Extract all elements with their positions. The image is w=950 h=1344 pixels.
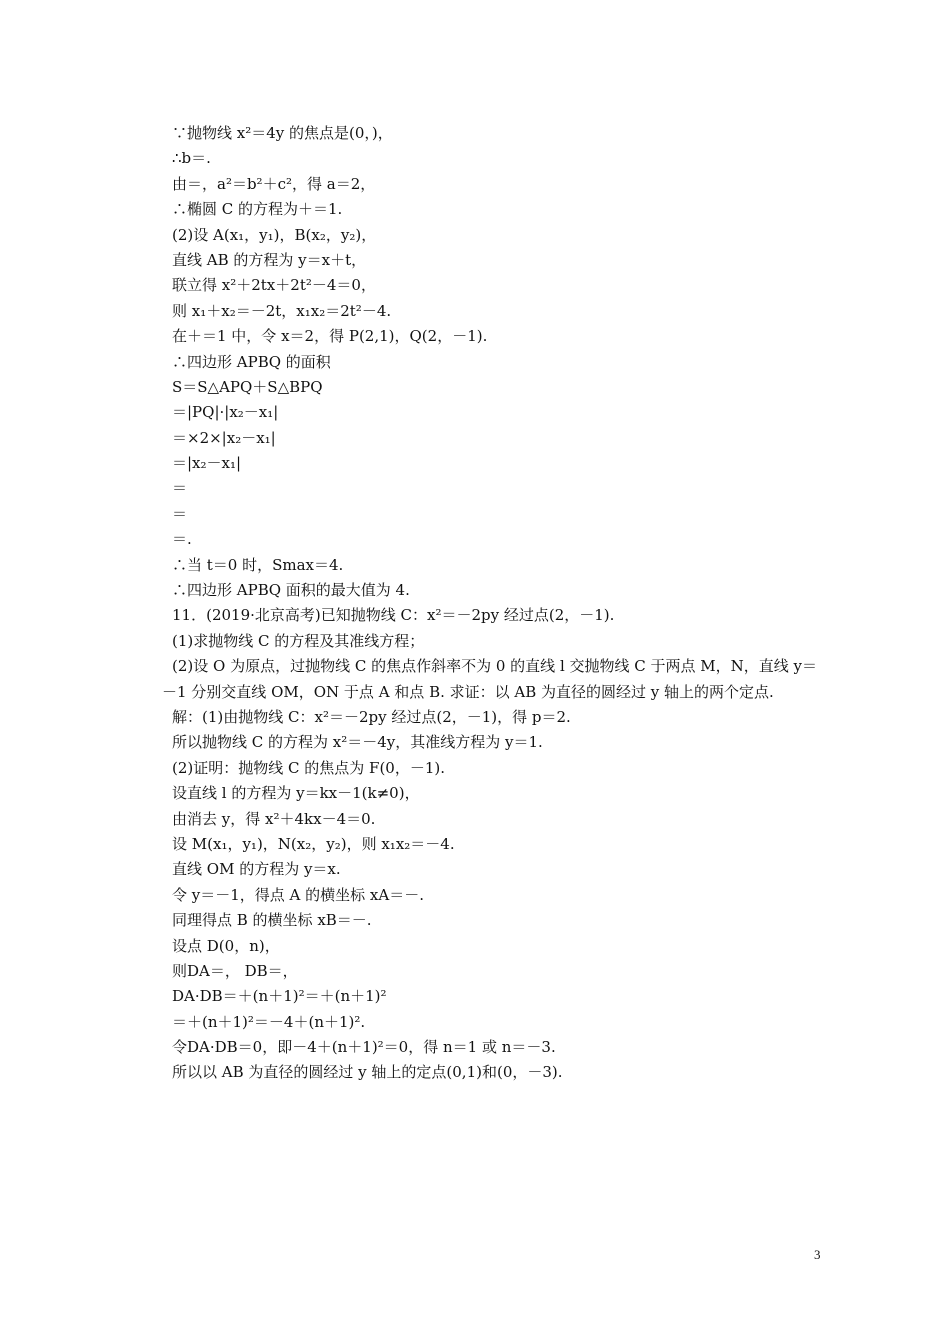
text-line-wrapped: (2)设 O 为原点，过抛物线 C 的焦点作斜率不为 0 的直线 l 交抛物线 C 于两点 M，N，直线 y＝－1 分别交直线 OM，ON 于点 A 和点 B. 求证：以 AB 为直径的圆经过 y 轴上的两个定点.	[162, 657, 818, 701]
text-line: ∴椭圆 C 的方程为＋＝1.	[172, 200, 343, 219]
text-line: 则 x₁＋x₂＝－2t，x₁x₂＝2t²－4.	[172, 301, 392, 320]
text-line: 设直线 l 的方程为 y＝kx－1(k≠0)，	[172, 784, 420, 803]
text-line: 令DA·DB＝0，即－4＋(n＋1)²＝0，得 n＝1 或 n＝－3.	[172, 1038, 556, 1057]
text-line: ＝＋(n＋1)²＝－4＋(n＋1)².	[172, 1012, 366, 1031]
text-line: 由＝，a²＝b²＋c²，得 a＝2，	[172, 174, 376, 193]
text-line: ∴四边形 APBQ 的面积	[172, 352, 331, 371]
text-line: ＝	[172, 504, 188, 523]
text-line: (2)证明：抛物线 C 的焦点为 F(0，－1).	[172, 758, 445, 777]
text-line: ＝|PQ|·|x₂－x₁|	[172, 403, 279, 422]
text-line: ＝×2×|x₂－x₁|	[172, 428, 276, 447]
text-line: 同理得点 B 的横坐标 xB＝－.	[172, 911, 372, 930]
text-line: 设点 D(0，n)，	[172, 936, 280, 955]
text-line: S＝S△APQ＋S△BPQ	[172, 377, 323, 396]
text-line: 设 M(x₁，y₁)，N(x₂，y₂)，则 x₁x₂＝－4.	[172, 834, 455, 853]
text-line: 所以以 AB 为直径的圆经过 y 轴上的定点(0,1)和(0，－3).	[172, 1063, 563, 1082]
text-line: 直线 OM 的方程为 y＝x.	[172, 860, 341, 879]
solution-text	[162, 121, 832, 1086]
text-line: 联立得 x²＋2tx＋2t²－4＝0，	[172, 276, 376, 295]
text-line: 在＋＝1 中，令 x＝2，得 P(2,1)，Q(2，－1).	[172, 327, 488, 346]
text-line: (1)求抛物线 C 的方程及其准线方程；	[172, 631, 425, 650]
text-line: 所以抛物线 C 的方程为 x²＝－4y，其准线方程为 y＝1.	[172, 733, 543, 752]
text-line: ∴b＝.	[172, 149, 211, 168]
problem-11-statement: 11．(2019·北京高考)已知抛物线 C：x²＝－2py 经过点(2，－1).	[172, 606, 615, 625]
text-line: 由消去 y，得 x²＋4kx－4＝0.	[172, 809, 376, 828]
text-line: ∵抛物线 x²＝4y 的焦点是(0，)，	[172, 124, 393, 142]
text-line: ∴当 t＝0 时，Smax＝4.	[172, 555, 344, 574]
page-number: 3	[814, 1247, 821, 1262]
text-line: 则DA＝， DB＝，	[172, 961, 298, 980]
text-line: ＝|x₂－x₁|	[172, 454, 242, 473]
text-line: 直线 AB 的方程为 y＝x＋t，	[172, 250, 367, 269]
text-line: ∴四边形 APBQ 面积的最大值为 4.	[172, 581, 410, 600]
text-line: 解：(1)由抛物线 C：x²＝－2py 经过点(2，－1)，得 p＝2.	[172, 708, 571, 727]
text-line: 令 y＝－1，得点 A 的横坐标 xA＝－.	[172, 885, 424, 904]
text-line: DA·DB＝＋(n＋1)²＝＋(n＋1)²	[172, 987, 387, 1006]
text-line: (2)设 A(x₁，y₁)，B(x₂，y₂)，	[172, 225, 377, 244]
text-line: ＝.	[172, 530, 192, 549]
text-line: ＝	[172, 479, 188, 498]
